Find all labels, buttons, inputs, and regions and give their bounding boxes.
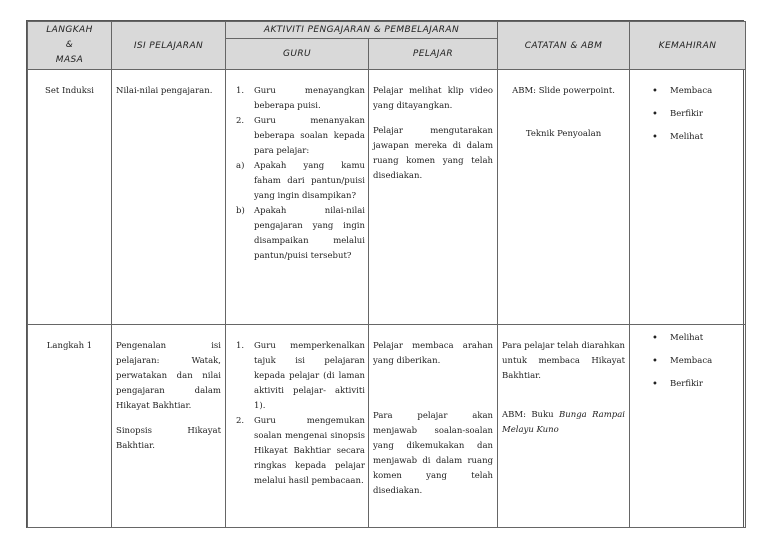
catatan-text: ABM: Slide powerpoint. xyxy=(512,86,615,96)
header-aktiviti: AKTIVITI PENGAJARAN & PEMBELAJARAN xyxy=(226,22,498,39)
langkah-cell xyxy=(28,70,112,325)
kemahiran-list xyxy=(634,327,741,396)
list-item: b) Apakah nilai-nilai pengajaran yang ingin disampaikan melalui pantun/puisi tersebut? xyxy=(236,206,365,261)
catatan-text: Para pelajar telah diarahkan untuk membaca Hikayat Bakhtiar. xyxy=(502,341,626,381)
isi-cell xyxy=(112,70,226,325)
header-langkah-masa: LANGKAH & MASA xyxy=(28,22,112,70)
catatan-text: Teknik Penyoalan xyxy=(525,129,602,139)
isi-text: Sinopsis Hikayat Bakhtiar. xyxy=(116,426,221,451)
pelajar-text: Para pelajar akan menjawab soalan-soalan yang dikemukakan dan menjawab di dalam ruang komen yang telah disediakan. xyxy=(373,411,494,496)
pelajar-cell xyxy=(369,70,498,325)
list-item: • Membaca xyxy=(634,350,741,373)
pelajar-text: Pelajar melihat klip video yang ditayangkan. xyxy=(373,86,494,111)
header-guru: GURU xyxy=(226,39,369,70)
header-kemahiran: KEMAHIRAN xyxy=(630,22,746,70)
kemahiran-cell xyxy=(630,325,746,528)
list-item: 2. Guru mengemukan soalan mengenai sinopsis Hikayat Bakhtiar secara ringkas kepada pelajar melalui hasil pembacaan. xyxy=(236,416,365,486)
header-pelajar: PELAJAR xyxy=(369,39,498,70)
lesson-plan-sheet xyxy=(26,20,744,528)
table-row xyxy=(28,70,746,325)
kemahiran-list xyxy=(634,80,741,149)
guru-cell xyxy=(226,325,369,528)
header-isi-pelajaran: ISI PELAJARAN xyxy=(112,22,226,70)
pelajar-text: Pelajar membaca arahan yang diberikan. xyxy=(373,341,494,366)
isi-text: Pengenalan isi pelajaran: Watak, perwatakan dan nilai pengajaran dalam Hikayat Bakhtiar. xyxy=(116,341,221,411)
pelajar-text: Pelajar mengutarakan jawapan mereka di dalam ruang komen yang telah disediakan. xyxy=(373,126,494,181)
langkah-label: Langkah 1 xyxy=(46,341,93,351)
langkah-label: Set Induksi xyxy=(45,86,94,96)
guru-list xyxy=(230,84,365,264)
list-item: • Berfikir xyxy=(634,373,741,396)
isi-cell xyxy=(112,325,226,528)
catatan-cell xyxy=(498,70,630,325)
list-item: • Membaca xyxy=(634,80,741,103)
guru-list xyxy=(230,339,365,489)
header-catatan-abm: CATATAN & ABM xyxy=(498,22,630,70)
pelajar-cell xyxy=(369,325,498,528)
kemahiran-cell xyxy=(630,70,746,325)
list-item: • Melihat xyxy=(634,327,741,350)
list-item: a) Apakah yang kamu faham dari pantun/puisi yang ingin disampikan? xyxy=(236,161,365,201)
catatan-cell xyxy=(498,325,630,528)
list-item: • Berfikir xyxy=(634,103,741,126)
guru-cell xyxy=(226,70,369,325)
list-item: 1. Guru menayangkan beberapa puisi. xyxy=(236,86,365,111)
list-item: • Melihat xyxy=(634,126,741,149)
list-item: 2. Guru menanyakan beberapa soalan kepada para pelajar: xyxy=(236,116,365,156)
isi-text: Nilai-nilai pengajaran. xyxy=(116,86,213,96)
list-item: 1. Guru memperkenalkan tajuk isi pelajaran kepada pelajar (di laman aktiviti pelajar- aktiviti 1). xyxy=(236,341,365,411)
table-row xyxy=(28,325,746,528)
lesson-plan-table xyxy=(27,21,746,528)
catatan-abm: ABM: Buku Bunga Rampai Melayu Kuno xyxy=(502,410,626,435)
langkah-cell xyxy=(28,325,112,528)
